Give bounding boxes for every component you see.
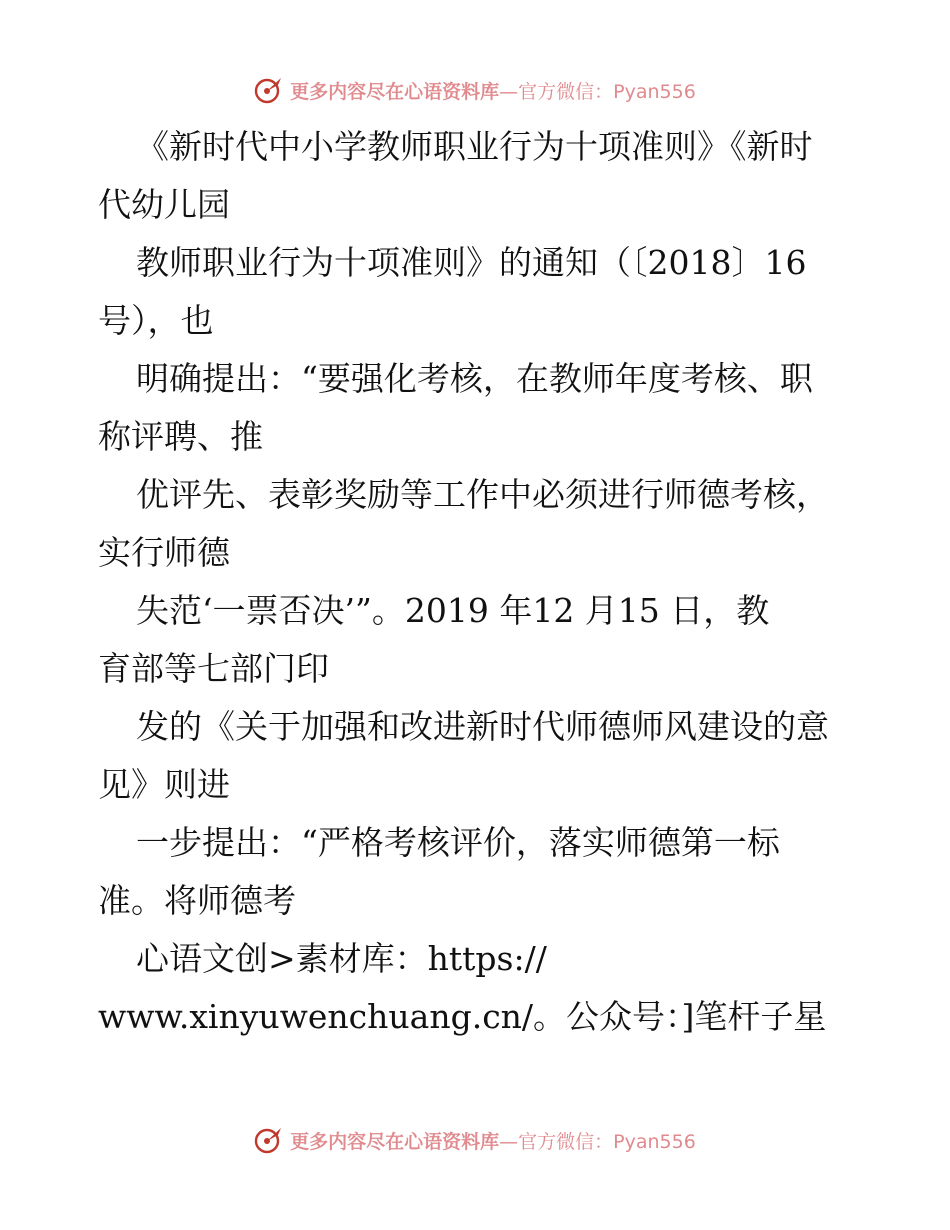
body-line: 号），也 bbox=[98, 301, 214, 340]
pen-nib-logo-icon bbox=[254, 1125, 284, 1155]
footer-banner-brand: 更多内容尽在心语资料库 bbox=[290, 1130, 500, 1153]
body-line: www.xinyuwenchuang.cn/。公众号：]笔杆子星 bbox=[98, 997, 827, 1036]
body-line: 发的《关于加强和改进新时代师德师风建设的意 bbox=[136, 707, 829, 746]
body-line: 失范‘一票否决’”。2019 年12 月15 日，教 bbox=[136, 591, 770, 630]
body-line: 一步提出：“严格考核评价，落实师德第一标 bbox=[136, 823, 780, 862]
body-line: 心语文创>素材库：https:// bbox=[136, 939, 547, 978]
pen-nib-logo-icon bbox=[254, 75, 284, 105]
header-banner-content bbox=[254, 75, 696, 105]
footer-banner-contact: —官方微信：Pyan556 bbox=[499, 1130, 696, 1153]
body-line: 教师职业行为十项准则》的通知（〔2018〕16 bbox=[136, 243, 807, 282]
body-line: 称评聘、推 bbox=[98, 417, 263, 456]
body-line: 见》则进 bbox=[98, 765, 230, 804]
header-banner-brand: 更多内容尽在心语资料库 bbox=[290, 80, 500, 103]
body-line: 《新时代中小学教师职业行为十项准则》《新时 bbox=[136, 127, 813, 166]
footer-banner-text bbox=[290, 1127, 696, 1154]
body-line: 育部等七部门印 bbox=[98, 649, 329, 688]
body-line: 准。将师德考 bbox=[98, 881, 296, 920]
body-line: 优评先、表彰奖励等工作中必须进行师德考核， bbox=[136, 475, 829, 514]
body-line: 明确提出：“要强化考核，在教师年度考核、职 bbox=[136, 359, 813, 398]
body-line: 代幼儿园 bbox=[98, 185, 230, 224]
footer-banner-content bbox=[254, 1125, 696, 1155]
body-line: 实行师德 bbox=[98, 533, 230, 572]
header-banner-contact: —官方微信：Pyan556 bbox=[499, 80, 696, 103]
footer-banner bbox=[0, 1120, 950, 1160]
header-banner-text bbox=[290, 77, 696, 104]
header-banner bbox=[0, 70, 950, 110]
document-body bbox=[98, 118, 858, 1046]
